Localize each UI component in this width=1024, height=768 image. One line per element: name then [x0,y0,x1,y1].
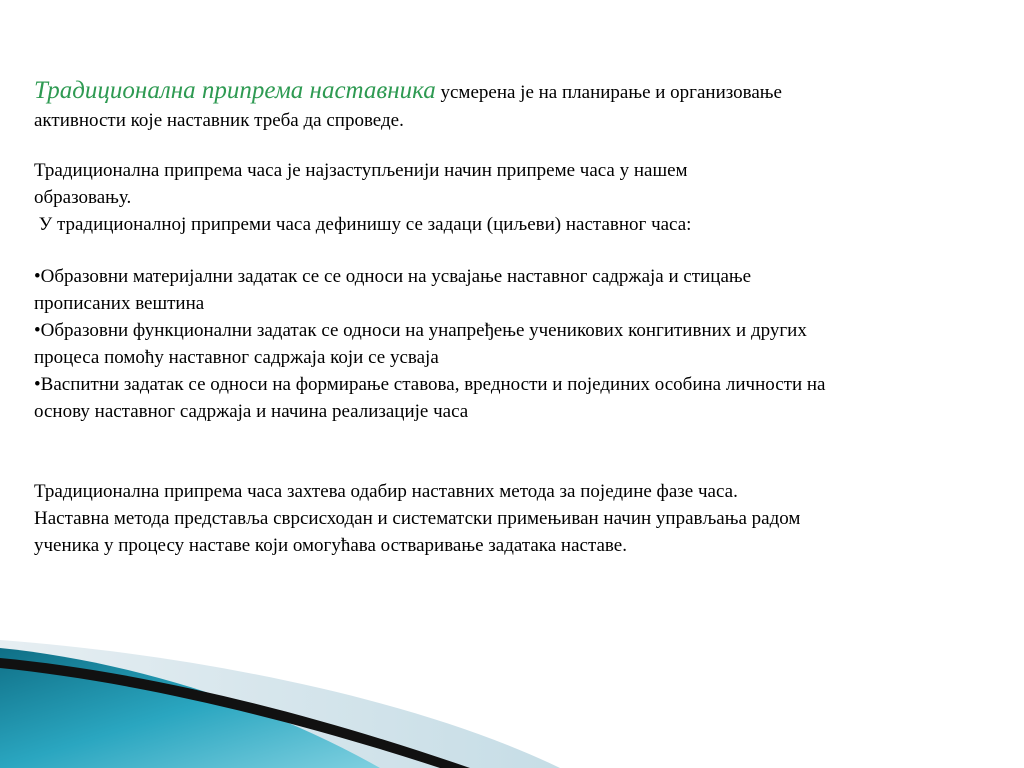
bullet-2-line-1: •Образовни функционални задатак се односи на унапређење ученикових конгитивних и других [34,320,807,341]
paragraph2-line-3: ученика у процесу наставе који омогућава остваривање задатака наставе. [34,535,627,556]
bullet-1-line-1: •Образовни материјални задатак се се односи на усвајање наставног садржаја и стицање [34,266,752,287]
bullet-2-line-2: процеса помоћу наставног садржаја који се усваја [34,347,439,368]
heading-rest: усмерена је на планирање и организовање [440,82,782,103]
paragraph1-line-3: У традиционалној припреми часа дефинишу се задаци (циљеви) наставног часа: [34,214,692,235]
heading [34,74,984,107]
paragraph1-line-2: образовању. [34,187,132,208]
wave-teal-band [0,648,380,768]
paragraph2-line-1: Традиционална припрема часа захтева одабир наставних метода за појединe фазе часа. [34,481,738,502]
bullet-3-line-2: основу наставног садржаја и начина реализације часа [34,401,469,422]
heading-line-2: активности које наставник треба да спроведе. [34,110,404,131]
bullet-3-line-1: •Васпитни задатак се односи на формирање ставова, вредности и појединих особина личности на [34,374,826,395]
wave-dark-stripe [0,658,470,768]
heading-emphasis: Традиционална припрема наставника [34,77,436,104]
bullet-1-line-2: прописаних вештина [34,293,205,314]
slide-text [34,74,984,559]
wave-light-band [0,640,560,768]
paragraph1-line-1: Традиционална припрема часа је најзаступљенији начин припреме часа у нашем [34,160,688,181]
paragraph2-line-2: Наставна метода представља сврсисходан и систематски примењиван начин управљања радом [34,508,801,529]
